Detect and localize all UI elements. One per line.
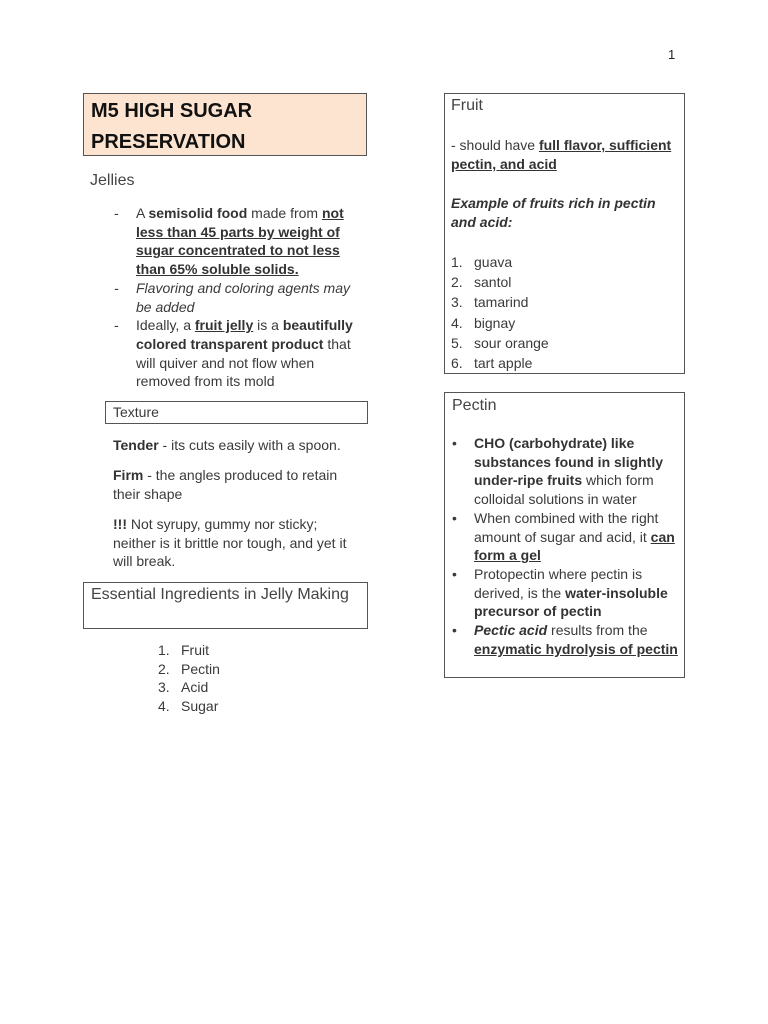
texture-firm: Firm - the angles produced to retain their shape xyxy=(113,467,338,502)
list-item: 2. santol xyxy=(451,274,512,291)
list-item: - Flavoring and coloring agents may be added xyxy=(114,279,364,316)
fruit-list xyxy=(451,252,671,373)
pectin-heading: Pectin xyxy=(452,397,497,414)
list-item: - Ideally, a fruit jelly is a beautifully colored transparent product that will quiver and not flow when removed from its mold xyxy=(114,316,364,391)
title-line-2: PRESERVATION xyxy=(91,131,246,153)
list-item: 1. Fruit xyxy=(158,642,209,658)
texture-tender: Tender - its cuts easily with a spoon. xyxy=(113,437,341,453)
list-item: • Pectic acid results from the enzymatic hydrolysis of pectin xyxy=(452,621,680,658)
list-item: • When combined with the right amount of sugar and acid, it can form a gel xyxy=(452,509,680,565)
texture-heading: Texture xyxy=(113,404,159,420)
list-item: 6. tart apple xyxy=(451,355,533,372)
title-line-1: M5 HIGH SUGAR xyxy=(91,100,253,122)
list-item: 1. guava xyxy=(451,254,513,270)
list-item: • Protopectin where pectin is derived, is the water-insoluble precursor of pectin xyxy=(452,565,680,621)
fruit-description: - should have full flavor, sufficient pectin, and acid xyxy=(451,137,672,172)
jellies-list xyxy=(114,204,364,391)
list-item: 2. Pectin xyxy=(158,660,220,677)
texture-note: !!! Not syrupy, gummy nor sticky; neither is it brittle nor tough, and yet it will break. xyxy=(113,516,347,570)
ingredients-list xyxy=(158,641,358,716)
page-number: 1 xyxy=(668,47,676,62)
fruit-example-label: Example of fruits rich in pectin and acid: xyxy=(451,195,656,230)
pectin-list xyxy=(452,434,680,658)
list-item: 4. Sugar xyxy=(158,698,219,715)
list-item: • CHO (carbohydrate) like substances found in slightly under-ripe fruits which form colloidal solutions in water xyxy=(452,434,680,509)
list-item: 5. sour orange xyxy=(451,334,549,351)
ingredients-heading: Essential Ingredients in Jelly Making xyxy=(91,586,349,603)
ingredients-heading-box xyxy=(83,582,368,629)
list-item: 3. tamarind xyxy=(451,294,529,311)
list-item: 4. bignay xyxy=(451,314,516,331)
list-item: 3. Acid xyxy=(158,679,209,696)
list-item: - A semisolid food made from not less than 45 parts by weight of sugar concentrated to not less than 65% soluble solids. xyxy=(114,204,364,279)
fruit-heading: Fruit xyxy=(451,97,483,114)
jellies-heading: Jellies xyxy=(90,172,135,189)
page-title xyxy=(83,93,367,156)
texture-heading-box xyxy=(105,401,368,424)
